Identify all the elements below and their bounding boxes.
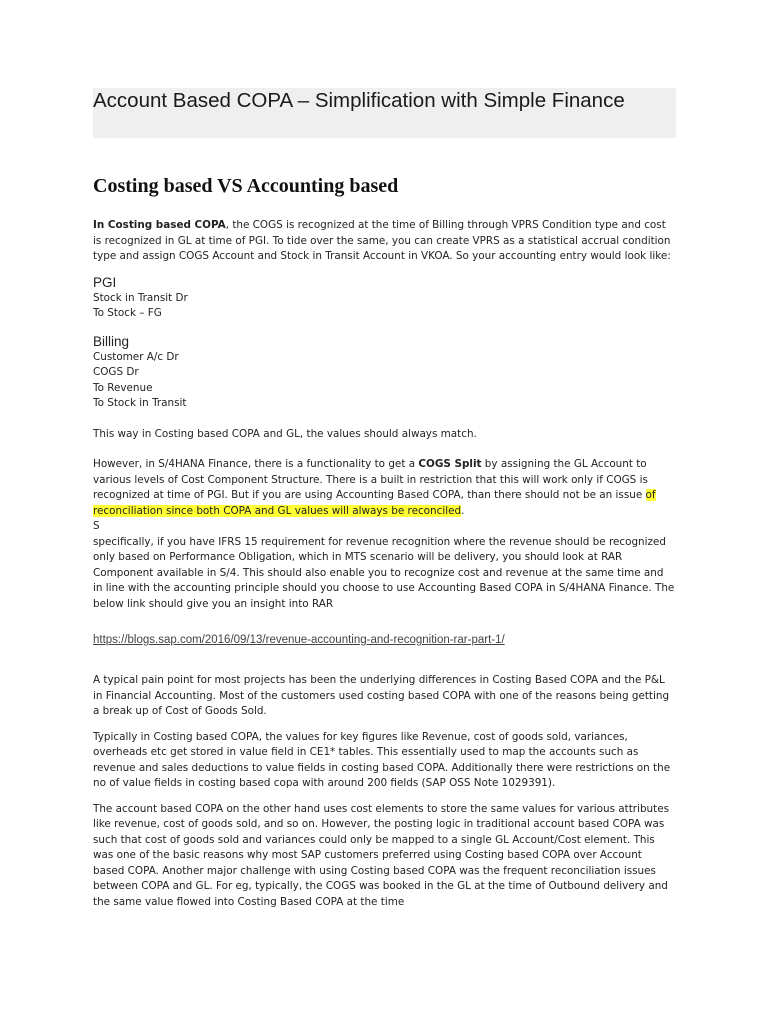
billing-line: COGS Dr	[93, 366, 139, 378]
cogs-split-bold: COGS Split	[418, 458, 482, 470]
billing-line: Customer A/c Dr	[93, 350, 179, 363]
match-paragraph: This way in Costing based COPA and GL, the values should always match.	[93, 427, 477, 440]
section-heading: Costing based VS Accounting based	[93, 175, 399, 197]
pgi-line: Stock in Transit Dr	[93, 291, 188, 304]
page-title: Account Based COPA – Simplification with Simple Finance	[93, 89, 625, 112]
s4-text-3: .	[461, 504, 465, 517]
s4-text-4: specifically, if you have IFRS 15 requirement for revenue recognition where the revenue should be recognized only based on Performance Obligation, which in MTS scenario will be delivery, you should look at RAR Component available in S/4. This should also enable you to recognize cost and revenue at the same time and in line with the accounting principle should you choose to use Accounting Based COPA in S/4HANA Finance. The below link should give you an insight into RAR	[93, 535, 675, 610]
account-copa-paragraph: The account based COPA on the other hand uses cost elements to store the same values for various attributes like revenue, cost of goods sold, and so on. However, the posting logic in traditional account based COPA was such that cost of goods sold and variances could only be mapped to a single GL Account/Cost element. This was one of the basic reasons why most SAP customers preferred using Costing based COPA over Account based COPA. Another major challenge with using Costing based COPA was the frequent reconciliation issues between COPA and GL. For eg, typically, the COGS was booked in the GL at the time of Outbound delivery and the same value flowed into Costing Based COPA at the time	[93, 802, 670, 908]
intro-paragraph	[93, 218, 676, 265]
billing-line: To Revenue	[93, 381, 153, 394]
intro-text: , the COGS is recognized at the time of Billing through VPRS Condition type and cost is recognized in GL at time of PGI. To tide over the same, you can create VPRS as a statistical accrual condition type and assign COGS Account and Stock in Transit Account in VKOA. So your accounting entry would look like:	[93, 219, 671, 262]
link-row	[93, 628, 676, 647]
intro-bold: In Costing based COPA	[93, 219, 226, 231]
highlighted-text: of reconciliation since both COPA and GL values will always be reconciled	[93, 489, 656, 517]
s4-text-2: by assigning the GL Account to various levels of Cost Component Structure. There is a built in restriction that this will work only if COGS is recognized at time of PGI. But if you are using Accounting Based COPA, than there should not be an issue	[93, 458, 648, 501]
stray-character: S	[93, 520, 100, 532]
billing-heading: Billing	[93, 333, 130, 349]
pain-point-paragraph: A typical pain point for most projects has been the underlying differences in Costing Based COPA and the P&L in Financial Accounting. Most of the customers used costing based COPA with one of the reasons being getting a break up of Cost of Goods Sold.	[93, 674, 670, 717]
document-page	[93, 88, 676, 910]
s4-text-1: However, in S/4HANA Finance, there is a functionality to get a	[93, 458, 419, 470]
pgi-line: To Stock – FG	[93, 307, 162, 319]
billing-line: To Stock in Transit	[93, 397, 187, 409]
rar-blog-link[interactable]: https://blogs.sap.com/2016/09/13/revenue-accounting-and-recognition-rar-part-1/	[93, 634, 505, 646]
title-box	[93, 88, 676, 138]
costing-copa-paragraph: Typically in Costing based COPA, the values for key figures like Revenue, cost of goods sold, variances, overheads etc get stored in value field in CE1* tables. This essentially used to map the accounts such as revenue and sales deductions to value fields in costing based COPA. Additionally there were restrictions on the no of value fields in costing based copa with around 200 fields (SAP OSS Note 1029391).	[93, 730, 671, 789]
pgi-heading: PGI	[93, 274, 117, 290]
s4hana-paragraph	[93, 457, 676, 612]
